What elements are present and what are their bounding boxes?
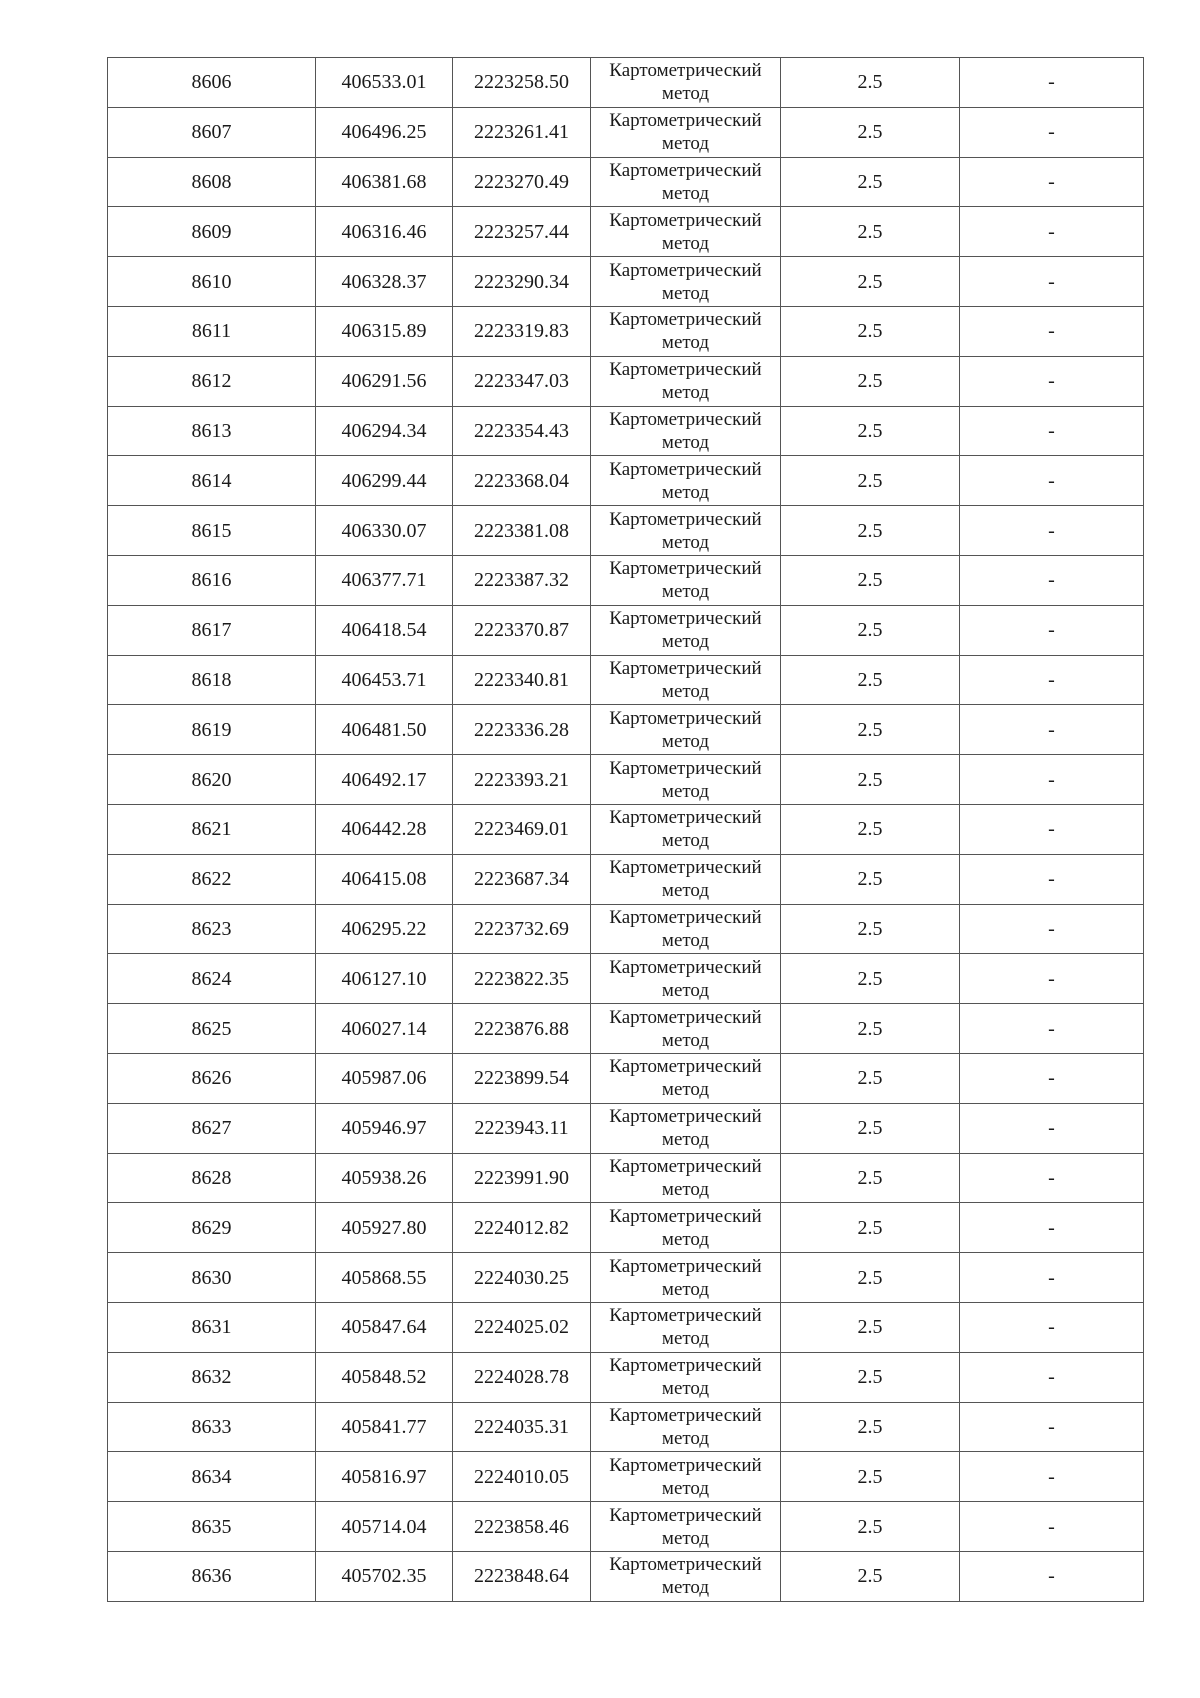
y-coordinate-cell: 2224010.05 (453, 1452, 591, 1502)
y-coordinate-cell: 2223336.28 (453, 705, 591, 755)
accuracy-cell: 2.5 (781, 456, 960, 506)
point-number-cell: 8631 (108, 1302, 316, 1352)
table-row (108, 804, 1144, 854)
y-coordinate-cell: 2223340.81 (453, 655, 591, 705)
method-cell (591, 1153, 781, 1203)
x-coordinate-cell: 405938.26 (316, 1153, 453, 1203)
accuracy-cell: 2.5 (781, 356, 960, 406)
note-cell: - (960, 1153, 1144, 1203)
method-line-1: Картометрический (609, 508, 762, 530)
note-cell: - (960, 555, 1144, 605)
x-coordinate-cell: 406291.56 (316, 356, 453, 406)
y-coordinate-cell: 2224035.31 (453, 1402, 591, 1452)
note-cell: - (960, 1502, 1144, 1552)
point-number-cell: 8606 (108, 58, 316, 108)
point-number-cell: 8610 (108, 257, 316, 307)
point-number-cell: 8633 (108, 1402, 316, 1452)
x-coordinate-cell: 406315.89 (316, 306, 453, 356)
method-line-1: Картометрический (609, 209, 762, 231)
table-row (108, 854, 1144, 904)
method-line-1: Картометрический (609, 1056, 762, 1078)
x-coordinate-cell: 406295.22 (316, 904, 453, 954)
method-line-2: метод (661, 880, 710, 902)
accuracy-cell: 2.5 (781, 58, 960, 108)
table-row (108, 107, 1144, 157)
method-line-1: Картометрический (609, 1006, 762, 1028)
method-line-2: метод (661, 232, 710, 254)
x-coordinate-cell: 405847.64 (316, 1302, 453, 1352)
method-cell (591, 1551, 781, 1601)
method-line-2: метод (661, 182, 710, 204)
table-row (108, 555, 1144, 605)
y-coordinate-cell: 2223848.64 (453, 1551, 591, 1601)
accuracy-cell: 2.5 (781, 1352, 960, 1402)
method-cell (591, 954, 781, 1004)
method-line-1: Картометрический (609, 259, 762, 281)
table-row (108, 1203, 1144, 1253)
table-row (108, 58, 1144, 108)
y-coordinate-cell: 2223370.87 (453, 605, 591, 655)
note-cell: - (960, 1053, 1144, 1103)
method-line-1: Картометрический (609, 558, 762, 580)
table-row (108, 1452, 1144, 1502)
point-number-cell: 8621 (108, 804, 316, 854)
accuracy-cell: 2.5 (781, 1253, 960, 1303)
accuracy-cell: 2.5 (781, 605, 960, 655)
point-number-cell: 8607 (108, 107, 316, 157)
x-coordinate-cell: 405702.35 (316, 1551, 453, 1601)
point-number-cell: 8632 (108, 1352, 316, 1402)
point-number-cell: 8609 (108, 207, 316, 257)
note-cell: - (960, 954, 1144, 1004)
x-coordinate-cell: 405987.06 (316, 1053, 453, 1103)
point-number-cell: 8619 (108, 705, 316, 755)
accuracy-cell: 2.5 (781, 555, 960, 605)
point-number-cell: 8613 (108, 406, 316, 456)
note-cell: - (960, 1452, 1144, 1502)
method-cell (591, 1053, 781, 1103)
method-line-2: метод (661, 1577, 710, 1599)
x-coordinate-cell: 406316.46 (316, 207, 453, 257)
point-number-cell: 8625 (108, 1004, 316, 1054)
y-coordinate-cell: 2223732.69 (453, 904, 591, 954)
y-coordinate-cell: 2223387.32 (453, 555, 591, 605)
x-coordinate-cell: 406330.07 (316, 506, 453, 556)
y-coordinate-cell: 2224012.82 (453, 1203, 591, 1253)
method-cell (591, 1402, 781, 1452)
method-cell (591, 904, 781, 954)
point-number-cell: 8634 (108, 1452, 316, 1502)
accuracy-cell: 2.5 (781, 1153, 960, 1203)
y-coordinate-cell: 2223687.34 (453, 854, 591, 904)
method-line-1: Картометрический (609, 757, 762, 779)
accuracy-cell: 2.5 (781, 306, 960, 356)
table-row (108, 1103, 1144, 1153)
method-line-1: Картометрический (609, 906, 762, 928)
accuracy-cell: 2.5 (781, 904, 960, 954)
note-cell: - (960, 904, 1144, 954)
y-coordinate-cell: 2224028.78 (453, 1352, 591, 1402)
x-coordinate-cell: 405927.80 (316, 1203, 453, 1253)
y-coordinate-cell: 2223257.44 (453, 207, 591, 257)
table-row (108, 456, 1144, 506)
method-line-1: Картометрический (609, 857, 762, 879)
method-cell (591, 207, 781, 257)
method-line-2: метод (661, 481, 710, 503)
table-row (108, 1551, 1144, 1601)
point-number-cell: 8635 (108, 1502, 316, 1552)
method-line-2: метод (661, 282, 710, 304)
x-coordinate-cell: 405816.97 (316, 1452, 453, 1502)
method-cell (591, 1253, 781, 1303)
table-row (108, 1352, 1144, 1402)
table-row (108, 655, 1144, 705)
y-coordinate-cell: 2224025.02 (453, 1302, 591, 1352)
method-cell (591, 1502, 781, 1552)
x-coordinate-cell: 405868.55 (316, 1253, 453, 1303)
table-row (108, 755, 1144, 805)
method-line-1: Картометрический (609, 807, 762, 829)
table-row (108, 306, 1144, 356)
point-number-cell: 8618 (108, 655, 316, 705)
accuracy-cell: 2.5 (781, 207, 960, 257)
x-coordinate-cell: 406453.71 (316, 655, 453, 705)
method-cell (591, 257, 781, 307)
note-cell: - (960, 1302, 1144, 1352)
accuracy-cell: 2.5 (781, 406, 960, 456)
method-line-1: Картометрический (609, 60, 762, 82)
method-line-2: метод (661, 631, 710, 653)
method-line-1: Картометрический (609, 657, 762, 679)
note-cell: - (960, 356, 1144, 406)
note-cell: - (960, 755, 1144, 805)
method-line-2: метод (661, 979, 710, 1001)
accuracy-cell: 2.5 (781, 107, 960, 157)
accuracy-cell: 2.5 (781, 1402, 960, 1452)
method-line-2: метод (661, 83, 710, 105)
point-number-cell: 8615 (108, 506, 316, 556)
x-coordinate-cell: 405946.97 (316, 1103, 453, 1153)
method-line-1: Картометрический (609, 707, 762, 729)
method-cell (591, 107, 781, 157)
x-coordinate-cell: 405848.52 (316, 1352, 453, 1402)
note-cell: - (960, 107, 1144, 157)
point-number-cell: 8616 (108, 555, 316, 605)
method-line-2: метод (661, 581, 710, 603)
accuracy-cell: 2.5 (781, 506, 960, 556)
y-coordinate-cell: 2223290.34 (453, 257, 591, 307)
method-line-2: метод (661, 382, 710, 404)
point-number-cell: 8628 (108, 1153, 316, 1203)
method-line-2: метод (661, 133, 710, 155)
note-cell: - (960, 854, 1144, 904)
x-coordinate-cell: 406418.54 (316, 605, 453, 655)
method-cell (591, 605, 781, 655)
method-cell (591, 58, 781, 108)
method-line-2: метод (661, 1427, 710, 1449)
method-line-2: метод (661, 1527, 710, 1549)
y-coordinate-cell: 2223393.21 (453, 755, 591, 805)
note-cell: - (960, 506, 1144, 556)
method-line-1: Картометрический (609, 1106, 762, 1128)
method-cell (591, 157, 781, 207)
method-line-2: метод (661, 1228, 710, 1250)
accuracy-cell: 2.5 (781, 804, 960, 854)
table-row (108, 157, 1144, 207)
table-body (108, 58, 1144, 1602)
method-line-1: Картометрический (609, 1454, 762, 1476)
point-number-cell: 8623 (108, 904, 316, 954)
method-line-2: метод (661, 1178, 710, 1200)
method-cell (591, 406, 781, 456)
note-cell: - (960, 257, 1144, 307)
y-coordinate-cell: 2223381.08 (453, 506, 591, 556)
x-coordinate-cell: 405841.77 (316, 1402, 453, 1452)
method-cell (591, 456, 781, 506)
method-line-2: метод (661, 1029, 710, 1051)
point-number-cell: 8614 (108, 456, 316, 506)
x-coordinate-cell: 406294.34 (316, 406, 453, 456)
method-line-2: метод (661, 830, 710, 852)
method-cell (591, 755, 781, 805)
x-coordinate-cell: 406299.44 (316, 456, 453, 506)
y-coordinate-cell: 2223270.49 (453, 157, 591, 207)
note-cell: - (960, 1253, 1144, 1303)
table-row (108, 705, 1144, 755)
method-line-2: метод (661, 1378, 710, 1400)
method-line-2: метод (661, 680, 710, 702)
method-cell (591, 655, 781, 705)
y-coordinate-cell: 2223991.90 (453, 1153, 591, 1203)
y-coordinate-cell: 2223368.04 (453, 456, 591, 506)
method-line-1: Картометрический (609, 1504, 762, 1526)
y-coordinate-cell: 2223876.88 (453, 1004, 591, 1054)
note-cell: - (960, 1551, 1144, 1601)
table-row (108, 406, 1144, 456)
method-cell (591, 306, 781, 356)
x-coordinate-cell: 406492.17 (316, 755, 453, 805)
point-number-cell: 8622 (108, 854, 316, 904)
method-line-1: Картометрический (609, 309, 762, 331)
method-cell (591, 555, 781, 605)
method-line-2: метод (661, 730, 710, 752)
note-cell: - (960, 605, 1144, 655)
method-line-1: Картометрический (609, 608, 762, 630)
method-line-2: метод (661, 1129, 710, 1151)
method-line-1: Картометрический (609, 1205, 762, 1227)
table-row (108, 605, 1144, 655)
y-coordinate-cell: 2223354.43 (453, 406, 591, 456)
point-number-cell: 8630 (108, 1253, 316, 1303)
accuracy-cell: 2.5 (781, 854, 960, 904)
point-number-cell: 8617 (108, 605, 316, 655)
method-line-1: Картометрический (609, 1554, 762, 1576)
note-cell: - (960, 306, 1144, 356)
method-line-1: Картометрический (609, 1255, 762, 1277)
method-cell (591, 804, 781, 854)
method-line-1: Картометрический (609, 1404, 762, 1426)
method-line-2: метод (661, 431, 710, 453)
point-number-cell: 8608 (108, 157, 316, 207)
y-coordinate-cell: 2223347.03 (453, 356, 591, 406)
method-cell (591, 1103, 781, 1153)
x-coordinate-cell: 406533.01 (316, 58, 453, 108)
x-coordinate-cell: 406328.37 (316, 257, 453, 307)
x-coordinate-cell: 405714.04 (316, 1502, 453, 1552)
table-row (108, 356, 1144, 406)
method-cell (591, 1004, 781, 1054)
method-line-1: Картометрический (609, 1355, 762, 1377)
method-cell (591, 854, 781, 904)
note-cell: - (960, 456, 1144, 506)
y-coordinate-cell: 2223899.54 (453, 1053, 591, 1103)
y-coordinate-cell: 2223319.83 (453, 306, 591, 356)
method-line-2: метод (661, 780, 710, 802)
method-line-2: метод (661, 332, 710, 354)
method-cell (591, 1452, 781, 1502)
note-cell: - (960, 157, 1144, 207)
accuracy-cell: 2.5 (781, 655, 960, 705)
note-cell: - (960, 406, 1144, 456)
method-line-1: Картометрический (609, 159, 762, 181)
x-coordinate-cell: 406377.71 (316, 555, 453, 605)
table-row (108, 1053, 1144, 1103)
x-coordinate-cell: 406415.08 (316, 854, 453, 904)
accuracy-cell: 2.5 (781, 1551, 960, 1601)
y-coordinate-cell: 2223258.50 (453, 58, 591, 108)
note-cell: - (960, 804, 1144, 854)
table-row (108, 506, 1144, 556)
method-cell (591, 1302, 781, 1352)
table-row (108, 954, 1144, 1004)
table-row (108, 1004, 1144, 1054)
accuracy-cell: 2.5 (781, 257, 960, 307)
method-line-2: метод (661, 1278, 710, 1300)
point-number-cell: 8626 (108, 1053, 316, 1103)
method-line-1: Картометрический (609, 408, 762, 430)
x-coordinate-cell: 406381.68 (316, 157, 453, 207)
table-row (108, 1502, 1144, 1552)
accuracy-cell: 2.5 (781, 1103, 960, 1153)
method-line-1: Картометрический (609, 1155, 762, 1177)
note-cell: - (960, 705, 1144, 755)
accuracy-cell: 2.5 (781, 1452, 960, 1502)
point-number-cell: 8612 (108, 356, 316, 406)
accuracy-cell: 2.5 (781, 954, 960, 1004)
x-coordinate-cell: 406127.10 (316, 954, 453, 1004)
method-cell (591, 1203, 781, 1253)
method-line-1: Картометрический (609, 956, 762, 978)
method-cell (591, 506, 781, 556)
x-coordinate-cell: 406496.25 (316, 107, 453, 157)
note-cell: - (960, 655, 1144, 705)
table-row (108, 904, 1144, 954)
table-row (108, 257, 1144, 307)
method-line-2: метод (661, 1477, 710, 1499)
table-row (108, 207, 1144, 257)
y-coordinate-cell: 2223822.35 (453, 954, 591, 1004)
point-number-cell: 8629 (108, 1203, 316, 1253)
table-row (108, 1402, 1144, 1452)
note-cell: - (960, 58, 1144, 108)
method-line-2: метод (661, 1328, 710, 1350)
method-line-1: Картометрический (609, 359, 762, 381)
accuracy-cell: 2.5 (781, 705, 960, 755)
note-cell: - (960, 1402, 1144, 1452)
method-line-1: Картометрический (609, 458, 762, 480)
method-cell (591, 1352, 781, 1402)
accuracy-cell: 2.5 (781, 755, 960, 805)
y-coordinate-cell: 2223858.46 (453, 1502, 591, 1552)
method-cell (591, 705, 781, 755)
table-row (108, 1302, 1144, 1352)
note-cell: - (960, 1004, 1144, 1054)
accuracy-cell: 2.5 (781, 1302, 960, 1352)
note-cell: - (960, 1103, 1144, 1153)
method-line-2: метод (661, 1079, 710, 1101)
x-coordinate-cell: 406481.50 (316, 705, 453, 755)
point-number-cell: 8611 (108, 306, 316, 356)
method-line-1: Картометрический (609, 110, 762, 132)
method-line-2: метод (661, 929, 710, 951)
table-row (108, 1253, 1144, 1303)
method-line-2: метод (661, 531, 710, 553)
note-cell: - (960, 1352, 1144, 1402)
method-cell (591, 356, 781, 406)
x-coordinate-cell: 406027.14 (316, 1004, 453, 1054)
point-number-cell: 8620 (108, 755, 316, 805)
point-number-cell: 8624 (108, 954, 316, 1004)
note-cell: - (960, 1203, 1144, 1253)
accuracy-cell: 2.5 (781, 1004, 960, 1054)
coordinates-table (107, 57, 1144, 1602)
note-cell: - (960, 207, 1144, 257)
point-number-cell: 8636 (108, 1551, 316, 1601)
y-coordinate-cell: 2223261.41 (453, 107, 591, 157)
x-coordinate-cell: 406442.28 (316, 804, 453, 854)
point-number-cell: 8627 (108, 1103, 316, 1153)
accuracy-cell: 2.5 (781, 1502, 960, 1552)
accuracy-cell: 2.5 (781, 157, 960, 207)
y-coordinate-cell: 2223469.01 (453, 804, 591, 854)
method-line-1: Картометрический (609, 1305, 762, 1327)
y-coordinate-cell: 2224030.25 (453, 1253, 591, 1303)
y-coordinate-cell: 2223943.11 (453, 1103, 591, 1153)
accuracy-cell: 2.5 (781, 1053, 960, 1103)
accuracy-cell: 2.5 (781, 1203, 960, 1253)
table-row (108, 1153, 1144, 1203)
